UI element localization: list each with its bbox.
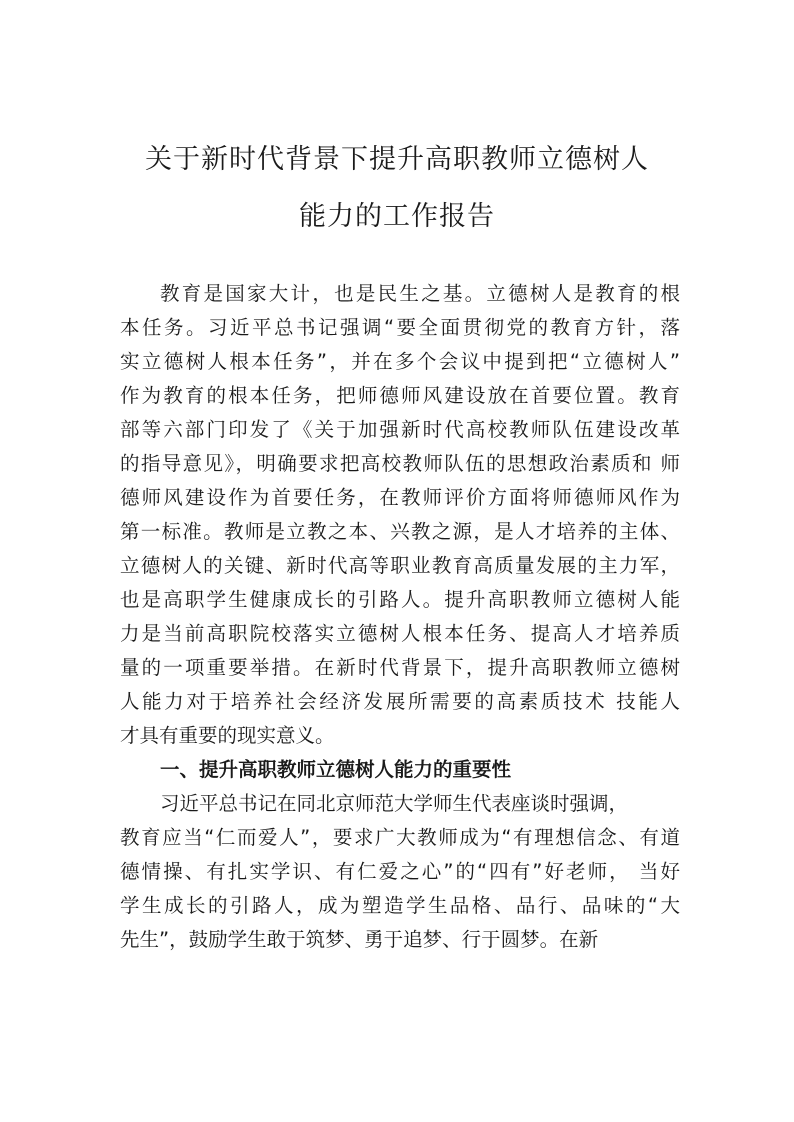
paragraph-1-line: 立德树人的关键、新时代高等职业教育高质量发展的主力军，	[120, 554, 680, 577]
paragraph-1-line: 实立德树人根本任务”，并在多个会议中提到把“立德树人”	[120, 350, 680, 373]
document-title-line-2: 能力的工作报告	[299, 201, 495, 232]
document-body	[120, 277, 680, 957]
document-title-line-1: 关于新时代背景下提升高职教师立德树人	[145, 144, 649, 175]
paragraph-1-line: 的指导意见》，明确要求把高校教师队伍的思想政治素质和 师	[120, 452, 680, 475]
paragraph-1-line: 也是高职学生健康成长的引路人。提升高职教师立德树人能	[120, 588, 680, 611]
paragraph-2-line: 教育应当“仁而爱人”，要求广大教师成为“有理想信念、有道	[120, 826, 680, 849]
paragraph-1-line: 第一标准。教师是立教之本、兴教之源，是人才培养的主体、	[120, 520, 680, 543]
paragraph-2-line: 学生成长的引路人，成为塑造学生品格、品行、品味的“大	[120, 894, 680, 917]
paragraph-1-line: 部等六部门印发了《关于加强新时代高校教师队伍建设改革	[120, 418, 680, 441]
paragraph-1-line: 才具有重要的现实意义。	[120, 724, 335, 747]
paragraph-2-line: 习近平总书记在同北京师范大学师生代表座谈时强调，	[160, 792, 629, 815]
paragraph-1-line: 力是当前高职院校落实立德树人根本任务、提高人才培养质	[120, 622, 680, 645]
paragraph-2-line: 德情操、有扎实学识、有仁爱之心”的“四有”好老师， 当好	[120, 860, 680, 883]
paragraph-1-line: 德师风建设作为首要任务，在教师评价方面将师德师风作为	[120, 486, 680, 509]
section-heading: 一、提升高职教师立德树人能力的重要性	[160, 758, 512, 781]
paragraph-1-line: 本任务。习近平总书记强调“要全面贯彻党的教育方针，落	[120, 316, 680, 339]
paragraph-2-line: 先生”，鼓励学生敢于筑梦、勇于追梦、行于圆梦。在新	[120, 928, 599, 951]
paragraph-1-line: 教育是国家大计，也是民生之基。立德树人是教育的根	[160, 282, 680, 305]
paragraph-1-line: 量的一项重要举措。在新时代背景下，提升高职教师立德树	[120, 656, 680, 679]
paragraph-1-line: 作为教育的根本任务，把师德师风建设放在首要位置。教育	[120, 384, 680, 407]
paragraph-1-line: 人能力对于培养社会经济发展所需要的高素质技术 技能人	[120, 690, 680, 713]
